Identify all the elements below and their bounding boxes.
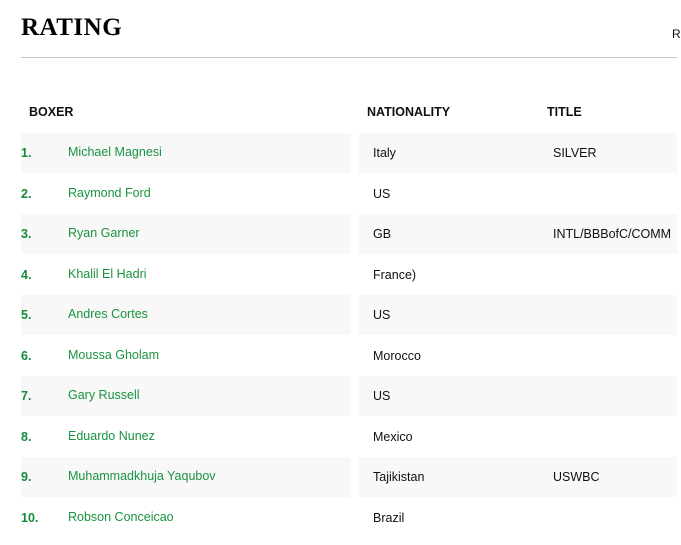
- nationality-cell: Tajikistan: [373, 470, 425, 484]
- table-row: [0, 376, 677, 417]
- table-row: [0, 417, 677, 458]
- table-row: [0, 255, 677, 296]
- nationality-cell: Italy: [373, 146, 396, 160]
- nationality-cell: Mexico: [373, 429, 413, 444]
- title-cell: USWBC: [553, 470, 600, 484]
- nationality-cell: US: [373, 308, 391, 322]
- title-cell: INTL/BBBofC/COMM: [553, 227, 672, 241]
- boxer-name-link[interactable]: Andres Cortes: [68, 307, 148, 321]
- rank-number: 6.: [21, 348, 32, 363]
- table-header: [0, 105, 677, 121]
- boxer-name-link[interactable]: Robson Conceicao: [68, 509, 174, 524]
- table-row: [0, 295, 677, 336]
- column-header-title: TITLE: [547, 105, 582, 119]
- boxer-name-link[interactable]: Raymond Ford: [68, 185, 151, 200]
- boxer-name-link[interactable]: Khalil El Hadri: [68, 266, 147, 281]
- nationality-cell: Brazil: [373, 510, 405, 525]
- nationality-cell: US: [373, 389, 391, 403]
- rank-number: 5.: [21, 308, 32, 322]
- nationality-cell: GB: [373, 227, 392, 241]
- rank-number: 2.: [21, 186, 32, 201]
- column-header-nationality: NATIONALITY: [367, 105, 451, 119]
- rank-number: 7.: [21, 389, 32, 403]
- boxer-name-link[interactable]: Muhammadkhuja Yaqubov: [68, 469, 216, 483]
- nationality-cell: US: [373, 186, 391, 201]
- rank-number: 8.: [21, 429, 32, 444]
- boxer-name-link[interactable]: Gary Russell: [68, 388, 140, 402]
- table-row: [0, 336, 677, 377]
- title-divider: [21, 57, 677, 58]
- column-header-boxer: BOXER: [29, 105, 74, 119]
- nationality-cell: France): [373, 267, 417, 282]
- table-row: [0, 498, 677, 539]
- nationality-cell: Morocco: [373, 348, 421, 363]
- rank-number: 1.: [21, 146, 32, 160]
- rank-number: 4.: [21, 267, 32, 282]
- rank-number: 10.: [21, 510, 39, 525]
- boxer-name-link[interactable]: Ryan Garner: [68, 226, 140, 240]
- page-title: RATING: [21, 14, 123, 41]
- table-row: [0, 133, 677, 174]
- table-row: [0, 174, 677, 215]
- rank-number: 3.: [21, 227, 32, 241]
- truncated-header-text: R: [672, 27, 681, 41]
- boxer-name-link[interactable]: Moussa Gholam: [68, 347, 160, 362]
- title-cell: SILVER: [553, 146, 597, 160]
- boxer-name-link[interactable]: Eduardo Nunez: [68, 428, 155, 443]
- rank-number: 9.: [21, 470, 32, 484]
- boxer-name-link[interactable]: Michael Magnesi: [68, 145, 162, 159]
- table-row: [0, 457, 677, 498]
- rating-table-body: [0, 133, 677, 538]
- table-row: [0, 214, 677, 255]
